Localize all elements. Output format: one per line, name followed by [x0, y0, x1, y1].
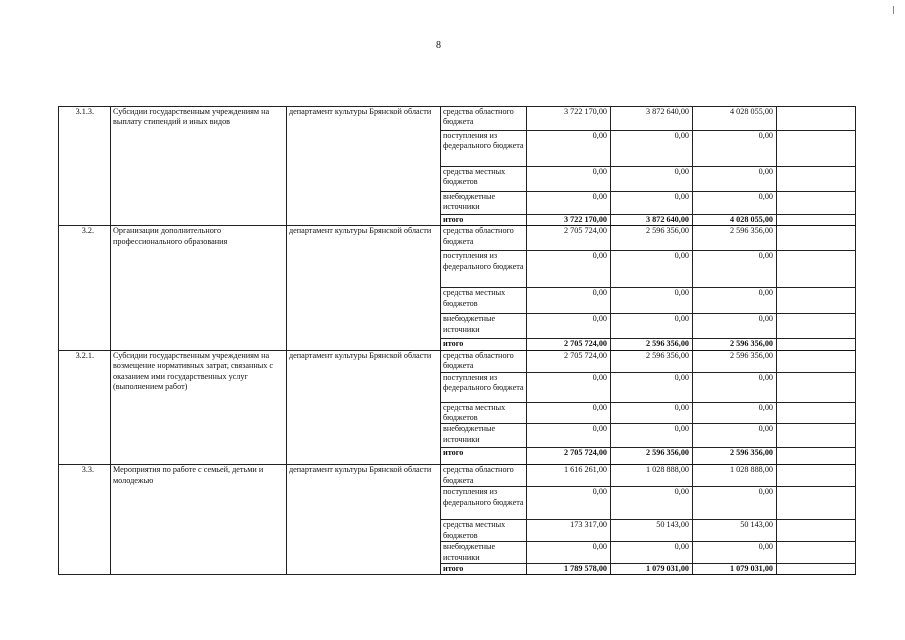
empty-cell [777, 226, 856, 251]
empty-cell [777, 372, 856, 402]
funding-source: внебюджетные источники [441, 542, 527, 564]
empty-cell [777, 107, 856, 131]
amount-year-2: 0,00 [611, 131, 693, 167]
funding-source: средства областного бюджета [441, 465, 527, 487]
amount-year-3: 0,00 [693, 314, 777, 339]
amount-year-1: 2 705 724,00 [527, 339, 611, 350]
amount-year-2: 1 079 031,00 [611, 564, 693, 575]
amount-year-1: 173 317,00 [527, 520, 611, 542]
funding-source: внебюджетные источники [441, 424, 527, 448]
empty-cell [777, 424, 856, 448]
funding-source: средства областного бюджета [441, 107, 527, 131]
amount-year-1: 0,00 [527, 192, 611, 215]
amount-year-1: 0,00 [527, 487, 611, 520]
amount-year-2: 1 028 888,00 [611, 465, 693, 487]
amount-year-3: 4 028 055,00 [693, 215, 777, 226]
empty-cell [777, 564, 856, 575]
amount-year-1: 0,00 [527, 402, 611, 424]
amount-year-3: 0,00 [693, 487, 777, 520]
amount-year-1: 1 616 261,00 [527, 465, 611, 487]
amount-year-2: 0,00 [611, 372, 693, 402]
amount-year-3: 0,00 [693, 402, 777, 424]
amount-year-3: 4 028 055,00 [693, 107, 777, 131]
empty-cell [777, 465, 856, 487]
funding-source: внебюджетные источники [441, 192, 527, 215]
amount-year-2: 3 872 640,00 [611, 215, 693, 226]
amount-year-3: 1 079 031,00 [693, 564, 777, 575]
empty-cell [777, 131, 856, 167]
amount-year-3: 1 028 888,00 [693, 465, 777, 487]
table-body [59, 107, 856, 575]
empty-cell [777, 448, 856, 465]
amount-year-3: 0,00 [693, 131, 777, 167]
funding-source: средства местных бюджетов [441, 520, 527, 542]
funding-source: итого [441, 339, 527, 350]
amount-year-3: 0,00 [693, 424, 777, 448]
table-row [59, 107, 856, 131]
amount-year-2: 2 596 356,00 [611, 448, 693, 465]
funding-source: внебюджетные источники [441, 314, 527, 339]
amount-year-3: 2 596 356,00 [693, 350, 777, 372]
funding-source: средства местных бюджетов [441, 288, 527, 314]
amount-year-1: 2 705 724,00 [527, 226, 611, 251]
item-executor: департамент культуры Брянской области [287, 107, 441, 226]
amount-year-3: 50 143,00 [693, 520, 777, 542]
amount-year-1: 0,00 [527, 251, 611, 288]
empty-cell [777, 167, 856, 192]
amount-year-2: 2 596 356,00 [611, 339, 693, 350]
amount-year-1: 1 789 578,00 [527, 564, 611, 575]
amount-year-2: 0,00 [611, 251, 693, 288]
item-name: Субсидии государственным учреждениям на выплату стипендий и иных видов [111, 107, 287, 226]
amount-year-1: 2 705 724,00 [527, 350, 611, 372]
funding-source: поступления из федерального бюджета [441, 372, 527, 402]
amount-year-1: 0,00 [527, 167, 611, 192]
amount-year-1: 0,00 [527, 288, 611, 314]
amount-year-1: 0,00 [527, 314, 611, 339]
empty-cell [777, 520, 856, 542]
amount-year-2: 0,00 [611, 314, 693, 339]
amount-year-3: 0,00 [693, 372, 777, 402]
funding-source: итого [441, 448, 527, 465]
funding-source: поступления из федерального бюджета [441, 487, 527, 520]
amount-year-3: 2 596 356,00 [693, 339, 777, 350]
scan-edge-mark [893, 6, 894, 14]
page-number: 8 [436, 40, 441, 51]
amount-year-3: 0,00 [693, 288, 777, 314]
table-row [59, 226, 856, 251]
amount-year-3: 0,00 [693, 167, 777, 192]
item-code: 3.2.1. [59, 350, 111, 465]
amount-year-1: 3 722 170,00 [527, 107, 611, 131]
empty-cell [777, 487, 856, 520]
amount-year-3: 2 596 356,00 [693, 448, 777, 465]
amount-year-2: 2 596 356,00 [611, 226, 693, 251]
item-name: Субсидии государственным учреждениям на возмещение нормативных затрат, связанных с оказанием ими государственных услуг (выполнением работ) [111, 350, 287, 465]
item-executor: департамент культуры Брянской области [287, 350, 441, 465]
amount-year-2: 0,00 [611, 288, 693, 314]
empty-cell [777, 350, 856, 372]
amount-year-1: 0,00 [527, 424, 611, 448]
funding-source: средства областного бюджета [441, 226, 527, 251]
empty-cell [777, 288, 856, 314]
amount-year-2: 0,00 [611, 192, 693, 215]
empty-cell [777, 314, 856, 339]
amount-year-3: 0,00 [693, 192, 777, 215]
funding-source: средства местных бюджетов [441, 402, 527, 424]
amount-year-1: 0,00 [527, 372, 611, 402]
amount-year-1: 3 722 170,00 [527, 215, 611, 226]
budget-table [58, 106, 856, 575]
empty-cell [777, 339, 856, 350]
amount-year-2: 0,00 [611, 424, 693, 448]
amount-year-3: 0,00 [693, 542, 777, 564]
item-name: Мероприятия по работе с семьей, детьми и молодежью [111, 465, 287, 575]
amount-year-2: 0,00 [611, 487, 693, 520]
funding-source: поступления из федерального бюджета [441, 251, 527, 288]
amount-year-1: 2 705 724,00 [527, 448, 611, 465]
item-executor: департамент культуры Брянской области [287, 465, 441, 575]
funding-source: средства областного бюджета [441, 350, 527, 372]
amount-year-3: 2 596 356,00 [693, 226, 777, 251]
item-code: 3.3. [59, 465, 111, 575]
funding-source: итого [441, 215, 527, 226]
table-row [59, 465, 856, 487]
amount-year-2: 0,00 [611, 542, 693, 564]
item-code: 3.2. [59, 226, 111, 350]
amount-year-2: 2 596 356,00 [611, 350, 693, 372]
funding-source: поступления из федерального бюджета [441, 131, 527, 167]
item-name: Организации дополнительного профессионального образования [111, 226, 287, 350]
empty-cell [777, 402, 856, 424]
amount-year-2: 50 143,00 [611, 520, 693, 542]
funding-source: итого [441, 564, 527, 575]
amount-year-2: 3 872 640,00 [611, 107, 693, 131]
amount-year-1: 0,00 [527, 542, 611, 564]
amount-year-2: 0,00 [611, 167, 693, 192]
empty-cell [777, 215, 856, 226]
funding-source: средства местных бюджетов [441, 167, 527, 192]
amount-year-1: 0,00 [527, 131, 611, 167]
item-code: 3.1.3. [59, 107, 111, 226]
table-row [59, 350, 856, 372]
item-executor: департамент культуры Брянской области [287, 226, 441, 350]
amount-year-2: 0,00 [611, 402, 693, 424]
empty-cell [777, 251, 856, 288]
amount-year-3: 0,00 [693, 251, 777, 288]
empty-cell [777, 542, 856, 564]
empty-cell [777, 192, 856, 215]
